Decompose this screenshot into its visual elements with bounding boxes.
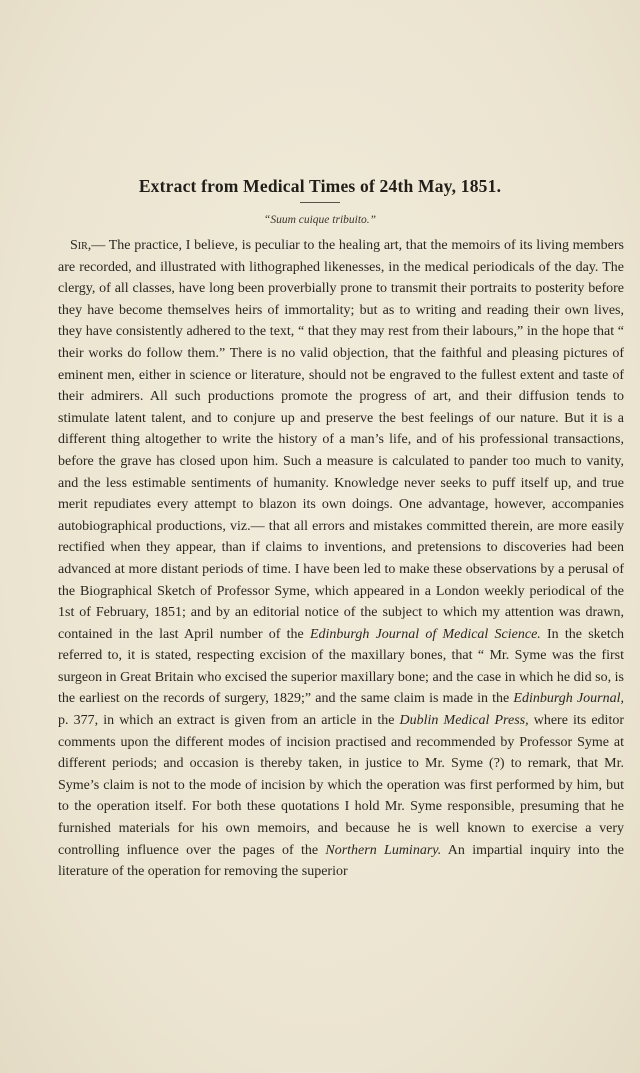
motto: “Suum cuique tribuito.” bbox=[263, 214, 377, 226]
letter-body bbox=[58, 235, 624, 883]
journal-title-edinburgh-journal-of-medical-science: Edinburgh Journal of Medical Science. bbox=[309, 626, 541, 642]
body-part-3: p. 377, in which an extract is given from an article in the bbox=[58, 713, 400, 729]
body-part-1: — The practice, I believe, is peculiar to the healing art, that the memoirs of its living members are recorded, and illustrated with lithographed likenesses, in the medical periodicals of the day. The clergy, of all classes, have long been proverbially prone to transmit their portraits to posterity before they have become themselves heirs of immortality; but as to writing and reading their own lives, they have consistently adhered to the text, “ that they may rest from their labours,” in the hope that “ their works do follow them.” There is no valid objection, that the faithful and pleasing pictures of eminent men, either in science or literature, should not be engraved to the fullest extent and taste of their admirers. All such productions promote the progress of art, and their diffusion tends to stimulate latent talent, and to conjure up and preserve the best feelings of our nature. But it is a different thing altogether to write the history of a man’s life, and of his professional transactions, before the grave has closed upon him. Such a measure is calculated to pander too much to vanity, and the less estimable sentiments of humanity. Knowledge never seeks to puff itself up, and true merit repudiates every attempt to blazon its own doings. One advantage, however, accompanies autobiographical productions, viz.— that all errors and mistakes committed therein, are more easily rectified when they appear, than if claims to inventions, and pretensions to discoveries had been advanced at more distant periods of time. I have been led to make these observations by a perusal of the Biographical Sketch of Professor Syme, which appeared in a London weekly periodical of the 1st of February, 1851; and by an editorial notice of the subject to which my attention was drawn, contained in the last April number of the bbox=[58, 238, 624, 642]
body-part-4: where its editor comments upon the different modes of incision practised and recommended by Professor Syme at different periods; and occasion is thereby taken, in justice to Mr. Syme (?) to remark, that Mr. Syme’s claim is not to the mode of incision by which the operation was first performed by him, but to the operation itself. For both these quotations I hold Mr. Syme responsible, presuming that he furnished materials for his own memoirs, and because he is well known to exercise a very controlling influence over the pages of the bbox=[58, 713, 624, 858]
document-heading: Extract from Medical Times of 24th May, 1851. bbox=[138, 176, 502, 196]
heading-rule bbox=[300, 202, 340, 203]
journal-title-edinburgh-journal: Edinburgh Journal, bbox=[513, 691, 625, 707]
journal-title-dublin-medical-press: Dublin Medical Press, bbox=[399, 713, 529, 729]
body-part-2: In the sketch referred to, it is stated, respecting excision of the maxillary bones, that “ Mr. Syme was the first surgeon in Great Britain who excised the superior maxillary bone; and the case in which he did so, is the earliest on the records of surgery, 1829;” and the same claim is made in the bbox=[58, 626, 625, 707]
body-part-5: An impartial inquiry into the literature of the operation for removing the superior bbox=[58, 842, 625, 880]
journal-title-northern-luminary: Northern Luminary. bbox=[325, 842, 442, 858]
salutation: Sir, bbox=[70, 238, 92, 253]
